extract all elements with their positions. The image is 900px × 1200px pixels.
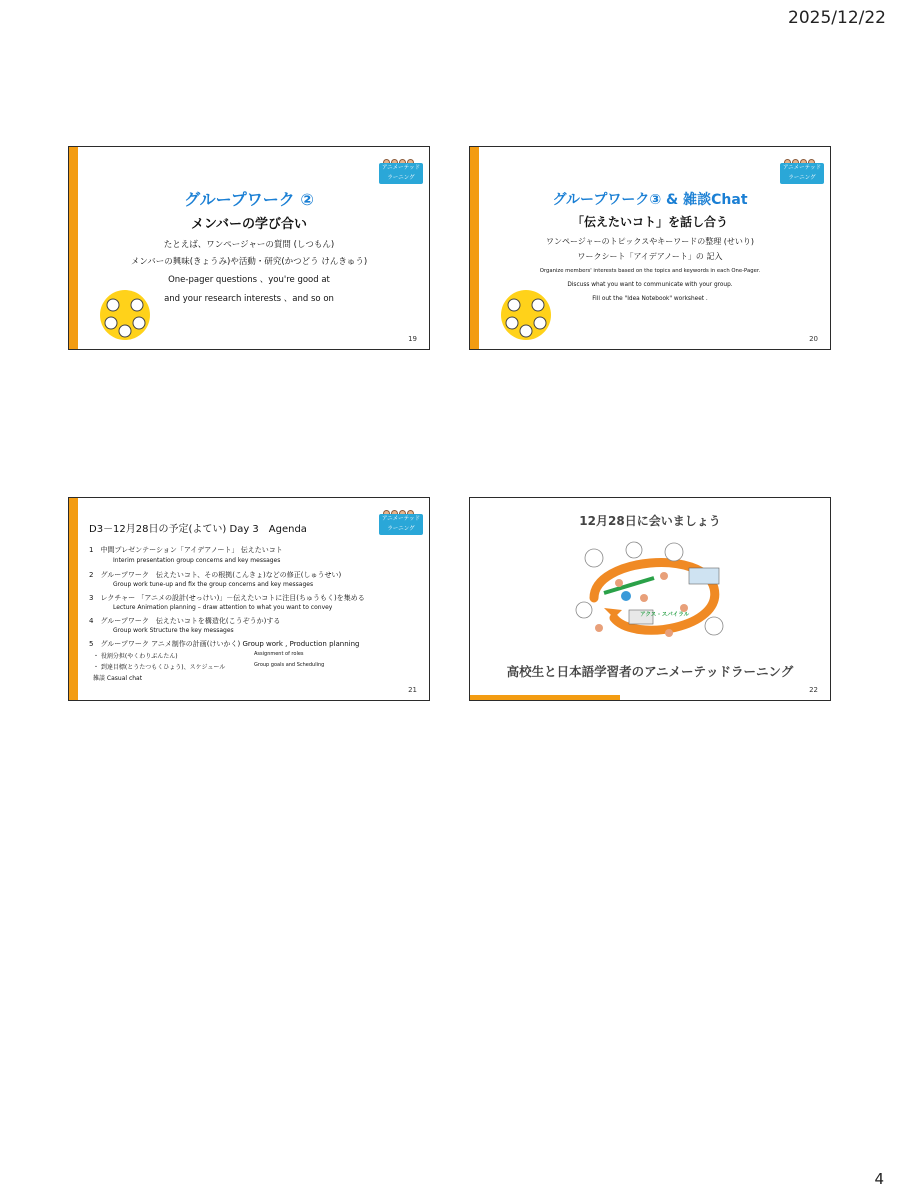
badge-line1: アニメーテッド: [381, 516, 421, 522]
slide-22: [469, 497, 831, 701]
slide-line: Organize members' interests based on the topics and keywords in each One-Pager.: [539, 268, 761, 274]
accent-bar: [470, 695, 620, 700]
slide-title: 12月28日に会いましょう: [579, 514, 721, 528]
accent-bar: [470, 147, 479, 349]
agenda-item-sub: Group work tune-up and fix the group concerns and key messages: [113, 581, 314, 588]
slide-line: One-pager questions 、you're good at: [168, 275, 330, 285]
slide-line: ワンページャーのトピックスやキーワードの整理 (せいり): [545, 237, 755, 246]
badge-line2: ラーニング: [788, 175, 816, 181]
agenda-bullet: ・ 到達目標(とうたつもくひょう)、スケジュール: [93, 664, 226, 671]
slide-21: [68, 497, 430, 701]
slide-line: Fill out the "Idea Notebook" worksheet .: [592, 296, 708, 302]
slide-line: and your research interests 、and so on: [164, 294, 334, 304]
slide-footer-title: 高校生と日本語学習者のアニメーテッドラーニング: [506, 664, 794, 679]
slide-line: メンバーの興味(きょうみ)や活動・研究(かつどう けんきゅう): [130, 257, 368, 267]
agenda-bullet: ・ 役割分担(やくわりぶんたん): [93, 653, 178, 660]
badge-line1: アニメーテッド: [782, 165, 822, 171]
slide-number: 21: [408, 686, 417, 694]
agenda-footer: 雑談 Casual chat: [93, 675, 143, 682]
slide-number: 19: [408, 335, 417, 343]
illustration-label: アクス・スパイラル: [640, 612, 690, 618]
slide-line: ワークシート「アイデアノート」の 記入: [577, 252, 723, 261]
agenda-bullet-en: Group goals and Scheduling: [254, 662, 325, 668]
accent-bar: [69, 498, 78, 700]
slide-line: Discuss what you want to communicate with your group.: [567, 282, 733, 288]
slide-title: グループワーク ②: [184, 190, 314, 209]
page-date: 2025/12/22: [788, 8, 886, 28]
agenda-item: 5 グループワーク アニメ制作の計画(けいかく) Group work , Production planning: [89, 640, 360, 648]
slide-subtitle: 「伝えたいコト」を話し合う: [571, 215, 728, 229]
page-number: 4: [874, 1170, 884, 1188]
agenda-bullet-en: Assignment of roles: [254, 651, 304, 657]
slide-subtitle: メンバーの学び合い: [190, 217, 308, 232]
animated-learning-badge: [379, 502, 423, 536]
badge-line2: ラーニング: [387, 526, 415, 532]
mascot-icon: [99, 289, 151, 341]
badge-line1: アニメーテッド: [381, 165, 421, 171]
agenda-item: 4 グループワーク 伝えたいコトを構造化(こうぞうか)する: [89, 617, 281, 625]
accent-bar: [69, 147, 78, 349]
slide-number: 20: [809, 335, 818, 343]
slide-number: 22: [809, 686, 818, 694]
agenda-item-sub: Lecture Animation planning – draw attention to what you want to convey: [113, 604, 333, 611]
slide-line: たとえば、ワンページャーの質問 (しつもん): [163, 240, 335, 250]
badge-line2: ラーニング: [387, 175, 415, 181]
slide-19: [68, 146, 430, 350]
agenda-item-sub: Interim presentation group concerns and key messages: [113, 557, 281, 564]
slide-title: グループワーク③ & 雑談Chat: [552, 192, 748, 208]
agenda-item: 1 中間プレゼンテーション「アイデアノート」 伝えたいコト: [89, 546, 283, 554]
agenda-item: 3 レクチャー 「アニメの設計(せっけい)」－伝えたいコトに注目(ちゅうもく)を集める: [89, 594, 365, 602]
slide-20: [469, 146, 831, 350]
mascot-icon: [500, 289, 552, 341]
agenda-item-sub: Group work Structure the key messages: [113, 627, 234, 634]
animated-learning-badge: [780, 151, 824, 185]
animated-learning-badge: [379, 151, 423, 185]
agenda-heading: D3－12月28日の予定(よてい) Day 3 Agenda: [89, 524, 307, 535]
learning-spiral-illustration: [574, 538, 732, 650]
agenda-item: 2 グループワーク 伝えたいコト、その根拠(こんきょ)などの修正(しゅうせい): [89, 571, 342, 579]
